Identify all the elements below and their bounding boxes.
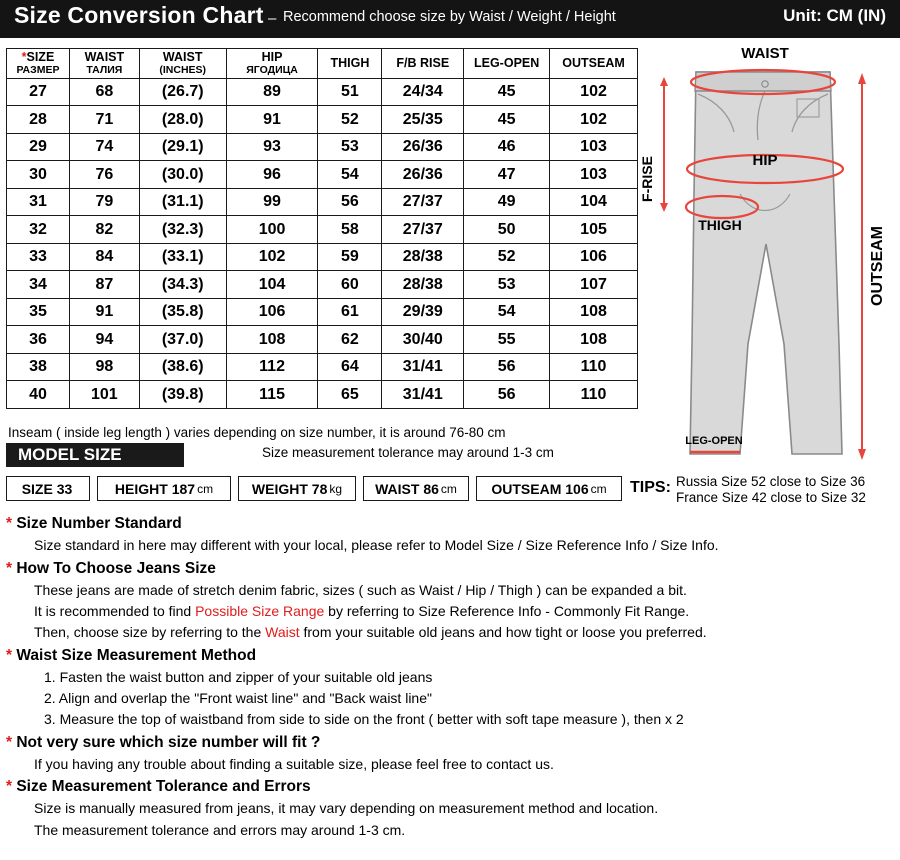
info-line: Size is manually measured from jeans, it may vary depending on measurement method and location.: [34, 800, 659, 817]
info-heading: [0, 644, 900, 667]
table-cell: 65: [318, 381, 382, 409]
table-cell: 24/34: [382, 78, 464, 106]
highlighted-term: Possible Size Range: [195, 603, 325, 620]
asterisk-icon: *: [6, 515, 17, 532]
info-line: Then, choose size by referring to the Waist from your suitable old jeans and how tight or loose you preferred.: [34, 624, 707, 641]
table-cell: 91: [226, 106, 318, 134]
table-cell: 98: [69, 353, 139, 381]
table-cell: 105: [550, 216, 638, 244]
table-cell: (29.1): [139, 133, 226, 161]
table-cell: 102: [226, 243, 318, 271]
table-cell: 112: [226, 353, 318, 381]
table-cell: 94: [69, 326, 139, 354]
table-cell: 100: [226, 216, 318, 244]
tips-text: [676, 474, 866, 506]
asterisk-icon: *: [6, 778, 17, 796]
table-cell: 50: [464, 216, 550, 244]
table-cell: 87: [69, 271, 139, 299]
table-cell: 35: [7, 298, 70, 326]
table-cell: 56: [464, 381, 550, 409]
table-cell: 30: [7, 161, 70, 189]
info-heading: [0, 557, 900, 580]
table-cell: 26/36: [382, 161, 464, 189]
table-cell: (28.0): [139, 106, 226, 134]
table-cell: 106: [550, 243, 638, 271]
info-section: [0, 557, 900, 644]
info-line: These jeans are made of stretch denim fabric, sizes ( such as Waist / Hip / Thigh ) can be expanded a bit.: [34, 581, 687, 598]
table-cell: 33: [7, 243, 70, 271]
asterisk-icon: *: [6, 733, 17, 751]
table-cell: 45: [464, 78, 550, 106]
table-cell: 28: [7, 106, 70, 134]
table-row: [7, 326, 638, 354]
table-cell: 47: [464, 161, 550, 189]
table-cell: 104: [226, 271, 318, 299]
table-cell: 84: [69, 243, 139, 271]
table-cell: 107: [550, 271, 638, 299]
col-leg-open: LEG-OPEN: [464, 49, 550, 79]
table-cell: 31/41: [382, 381, 464, 409]
table-cell: 28/38: [382, 271, 464, 299]
table-cell: 106: [226, 298, 318, 326]
table-cell: 110: [550, 381, 638, 409]
table-cell: 96: [226, 161, 318, 189]
table-cell: 74: [69, 133, 139, 161]
info-heading-text: Size Measurement Tolerance and Errors: [16, 778, 311, 796]
table-cell: 104: [550, 188, 638, 216]
table-row: [7, 78, 638, 106]
table-cell: 110: [550, 353, 638, 381]
table-cell: 46: [464, 133, 550, 161]
table-cell: (35.8): [139, 298, 226, 326]
table-cell: 32: [7, 216, 70, 244]
label-leg-open: LEG-OPEN: [685, 435, 743, 447]
col-hip: HIP ЯГОДИЦА: [226, 49, 318, 79]
table-cell: 54: [464, 298, 550, 326]
table-cell: 64: [318, 353, 382, 381]
table-cell: (32.3): [139, 216, 226, 244]
model-size-band: [6, 443, 184, 467]
table-cell: 91: [69, 298, 139, 326]
table-cell: 31: [7, 188, 70, 216]
table-cell: 68: [69, 78, 139, 106]
table-cell: 27: [7, 78, 70, 106]
table-cell: (39.8): [139, 381, 226, 409]
info-heading-text: Not very sure which size number will fit ?: [16, 733, 321, 751]
table-cell: 27/37: [382, 188, 464, 216]
tips-label: TIPS:: [630, 479, 671, 496]
info-line: 1. Fasten the waist button and zipper of your suitable old jeans: [44, 668, 433, 685]
highlighted-term: Waist: [265, 624, 300, 641]
col-waist-in: WAIST (INCHES): [139, 49, 226, 79]
table-row: [7, 133, 638, 161]
table-cell: 58: [318, 216, 382, 244]
table-cell: 62: [318, 326, 382, 354]
info-section: [0, 512, 900, 557]
table-row: [7, 188, 638, 216]
table-cell: 31/41: [382, 353, 464, 381]
table-cell: 56: [464, 353, 550, 381]
info-line: Size standard in here may different with your local, please refer to Model Size / Size Reference Info / Size Info.: [34, 537, 719, 554]
col-thigh: THIGH: [318, 49, 382, 79]
table-cell: 61: [318, 298, 382, 326]
model-size-label: MODEL SIZE: [18, 445, 122, 464]
info-line: The measurement tolerance and errors may around 1-3 cm.: [34, 821, 406, 838]
table-cell: 89: [226, 78, 318, 106]
table-cell: 29/39: [382, 298, 464, 326]
model-chip-size: SIZE 33: [6, 476, 90, 501]
table-cell: 60: [318, 271, 382, 299]
table-cell: 59: [318, 243, 382, 271]
tolerance-note: Size measurement tolerance may around 1-3 cm: [262, 445, 554, 460]
table-cell: 55: [464, 326, 550, 354]
info-section: [0, 644, 900, 731]
label-waist: WAIST: [741, 45, 789, 62]
model-chip-waist: WAIST 86 cm: [363, 476, 469, 501]
jeans-measurement-diagram: [634, 44, 896, 469]
table-cell: 93: [226, 133, 318, 161]
table-cell: 103: [550, 133, 638, 161]
info-sections: [0, 512, 900, 841]
jeans-diagram-svg: [634, 44, 896, 469]
model-chip-weight: WEIGHT 78 kg: [238, 476, 356, 501]
table-cell: 36: [7, 326, 70, 354]
table-row: [7, 298, 638, 326]
table-cell: 115: [226, 381, 318, 409]
table-cell: (38.6): [139, 353, 226, 381]
table-cell: 52: [464, 243, 550, 271]
table-row: [7, 106, 638, 134]
table-cell: 30/40: [382, 326, 464, 354]
table-cell: 101: [69, 381, 139, 409]
info-section: [0, 775, 900, 841]
table-cell: 51: [318, 78, 382, 106]
table-body: [7, 78, 638, 408]
table-cell: 56: [318, 188, 382, 216]
table-row: [7, 381, 638, 409]
table-cell: 99: [226, 188, 318, 216]
table-cell: 49: [464, 188, 550, 216]
inseam-note: Inseam ( inside leg length ) varies depending on size number, it is around 76-80 cm: [8, 425, 506, 440]
table-row: [7, 353, 638, 381]
header-bar: [0, 0, 900, 38]
label-hip: HIP: [752, 152, 778, 169]
label-f-rise: F-RISE: [639, 156, 655, 202]
table-cell: (30.0): [139, 161, 226, 189]
table-cell: 102: [550, 78, 638, 106]
info-heading-text: How To Choose Jeans Size: [16, 559, 216, 577]
page-title: Size Conversion Chart: [14, 2, 264, 28]
info-line: It is recommended to find Possible Size Range by referring to Size Reference Info - Commonly Fit Range.: [34, 603, 690, 620]
table-cell: 40: [7, 381, 70, 409]
model-chip-height: HEIGHT 187 cm: [97, 476, 231, 501]
info-line: 2. Align and overlap the "Front waist line" and "Back waist line": [44, 690, 432, 707]
table-cell: (34.3): [139, 271, 226, 299]
table-cell: 108: [550, 298, 638, 326]
jeans-shape: [690, 72, 842, 454]
info-heading: [0, 731, 900, 754]
table-cell: 102: [550, 106, 638, 134]
info-line: 3. Measure the top of waistband from side to side on the front ( better with soft tape measure ), then x 2: [44, 711, 684, 728]
table-cell: 28/38: [382, 243, 464, 271]
table-cell: (31.1): [139, 188, 226, 216]
header-recommendation: Recommend choose size by Waist / Weight / Height: [283, 9, 616, 25]
asterisk-icon: *: [6, 559, 17, 577]
table-cell: 29: [7, 133, 70, 161]
table-cell: 34: [7, 271, 70, 299]
tips-line-russia: Russia Size 52 close to Size 36: [676, 474, 866, 489]
table-cell: 27/37: [382, 216, 464, 244]
table-cell: (37.0): [139, 326, 226, 354]
size-table: [6, 48, 638, 409]
table-cell: 76: [69, 161, 139, 189]
info-heading: [0, 512, 900, 535]
label-outseam: OUTSEAM: [869, 226, 886, 306]
table-cell: (26.7): [139, 78, 226, 106]
info-line: If you having any trouble about finding a suitable size, please feel free to contact us.: [34, 755, 554, 772]
table-cell: 108: [550, 326, 638, 354]
asterisk-icon: *: [6, 646, 17, 664]
info-heading-text: Waist Size Measurement Method: [16, 646, 257, 664]
table-cell: 71: [69, 106, 139, 134]
table-cell: 26/36: [382, 133, 464, 161]
table-cell: 45: [464, 106, 550, 134]
table-cell: 25/35: [382, 106, 464, 134]
table-row: [7, 243, 638, 271]
table-cell: 108: [226, 326, 318, 354]
info-section: [0, 731, 900, 776]
table-cell: 79: [69, 188, 139, 216]
table-cell: 53: [318, 133, 382, 161]
table-cell: 53: [464, 271, 550, 299]
unit-label: Unit: CM (IN): [783, 6, 886, 25]
tips-line-france: France Size 42 close to Size 32: [676, 489, 866, 505]
table-cell: (33.1): [139, 243, 226, 271]
table-header-row: [7, 49, 638, 79]
col-outseam: OUTSEAM: [550, 49, 638, 79]
info-heading: [0, 775, 900, 798]
model-chip-outseam: OUTSEAM 106 cm: [476, 476, 622, 501]
table-row: [7, 161, 638, 189]
table-row: [7, 271, 638, 299]
table-row: [7, 216, 638, 244]
info-heading-text: Size Number Standard: [16, 515, 182, 532]
table-cell: 103: [550, 161, 638, 189]
col-fb-rise: F/B RISE: [382, 49, 464, 79]
header-dash: –: [268, 10, 277, 27]
table-cell: 82: [69, 216, 139, 244]
col-waist-cm: WAIST ТАЛИЯ: [69, 49, 139, 79]
table-cell: 54: [318, 161, 382, 189]
label-thigh: THIGH: [698, 217, 742, 233]
col-size: *SIZE РАЗМЕР: [7, 49, 70, 79]
table-cell: 52: [318, 106, 382, 134]
table-cell: 38: [7, 353, 70, 381]
